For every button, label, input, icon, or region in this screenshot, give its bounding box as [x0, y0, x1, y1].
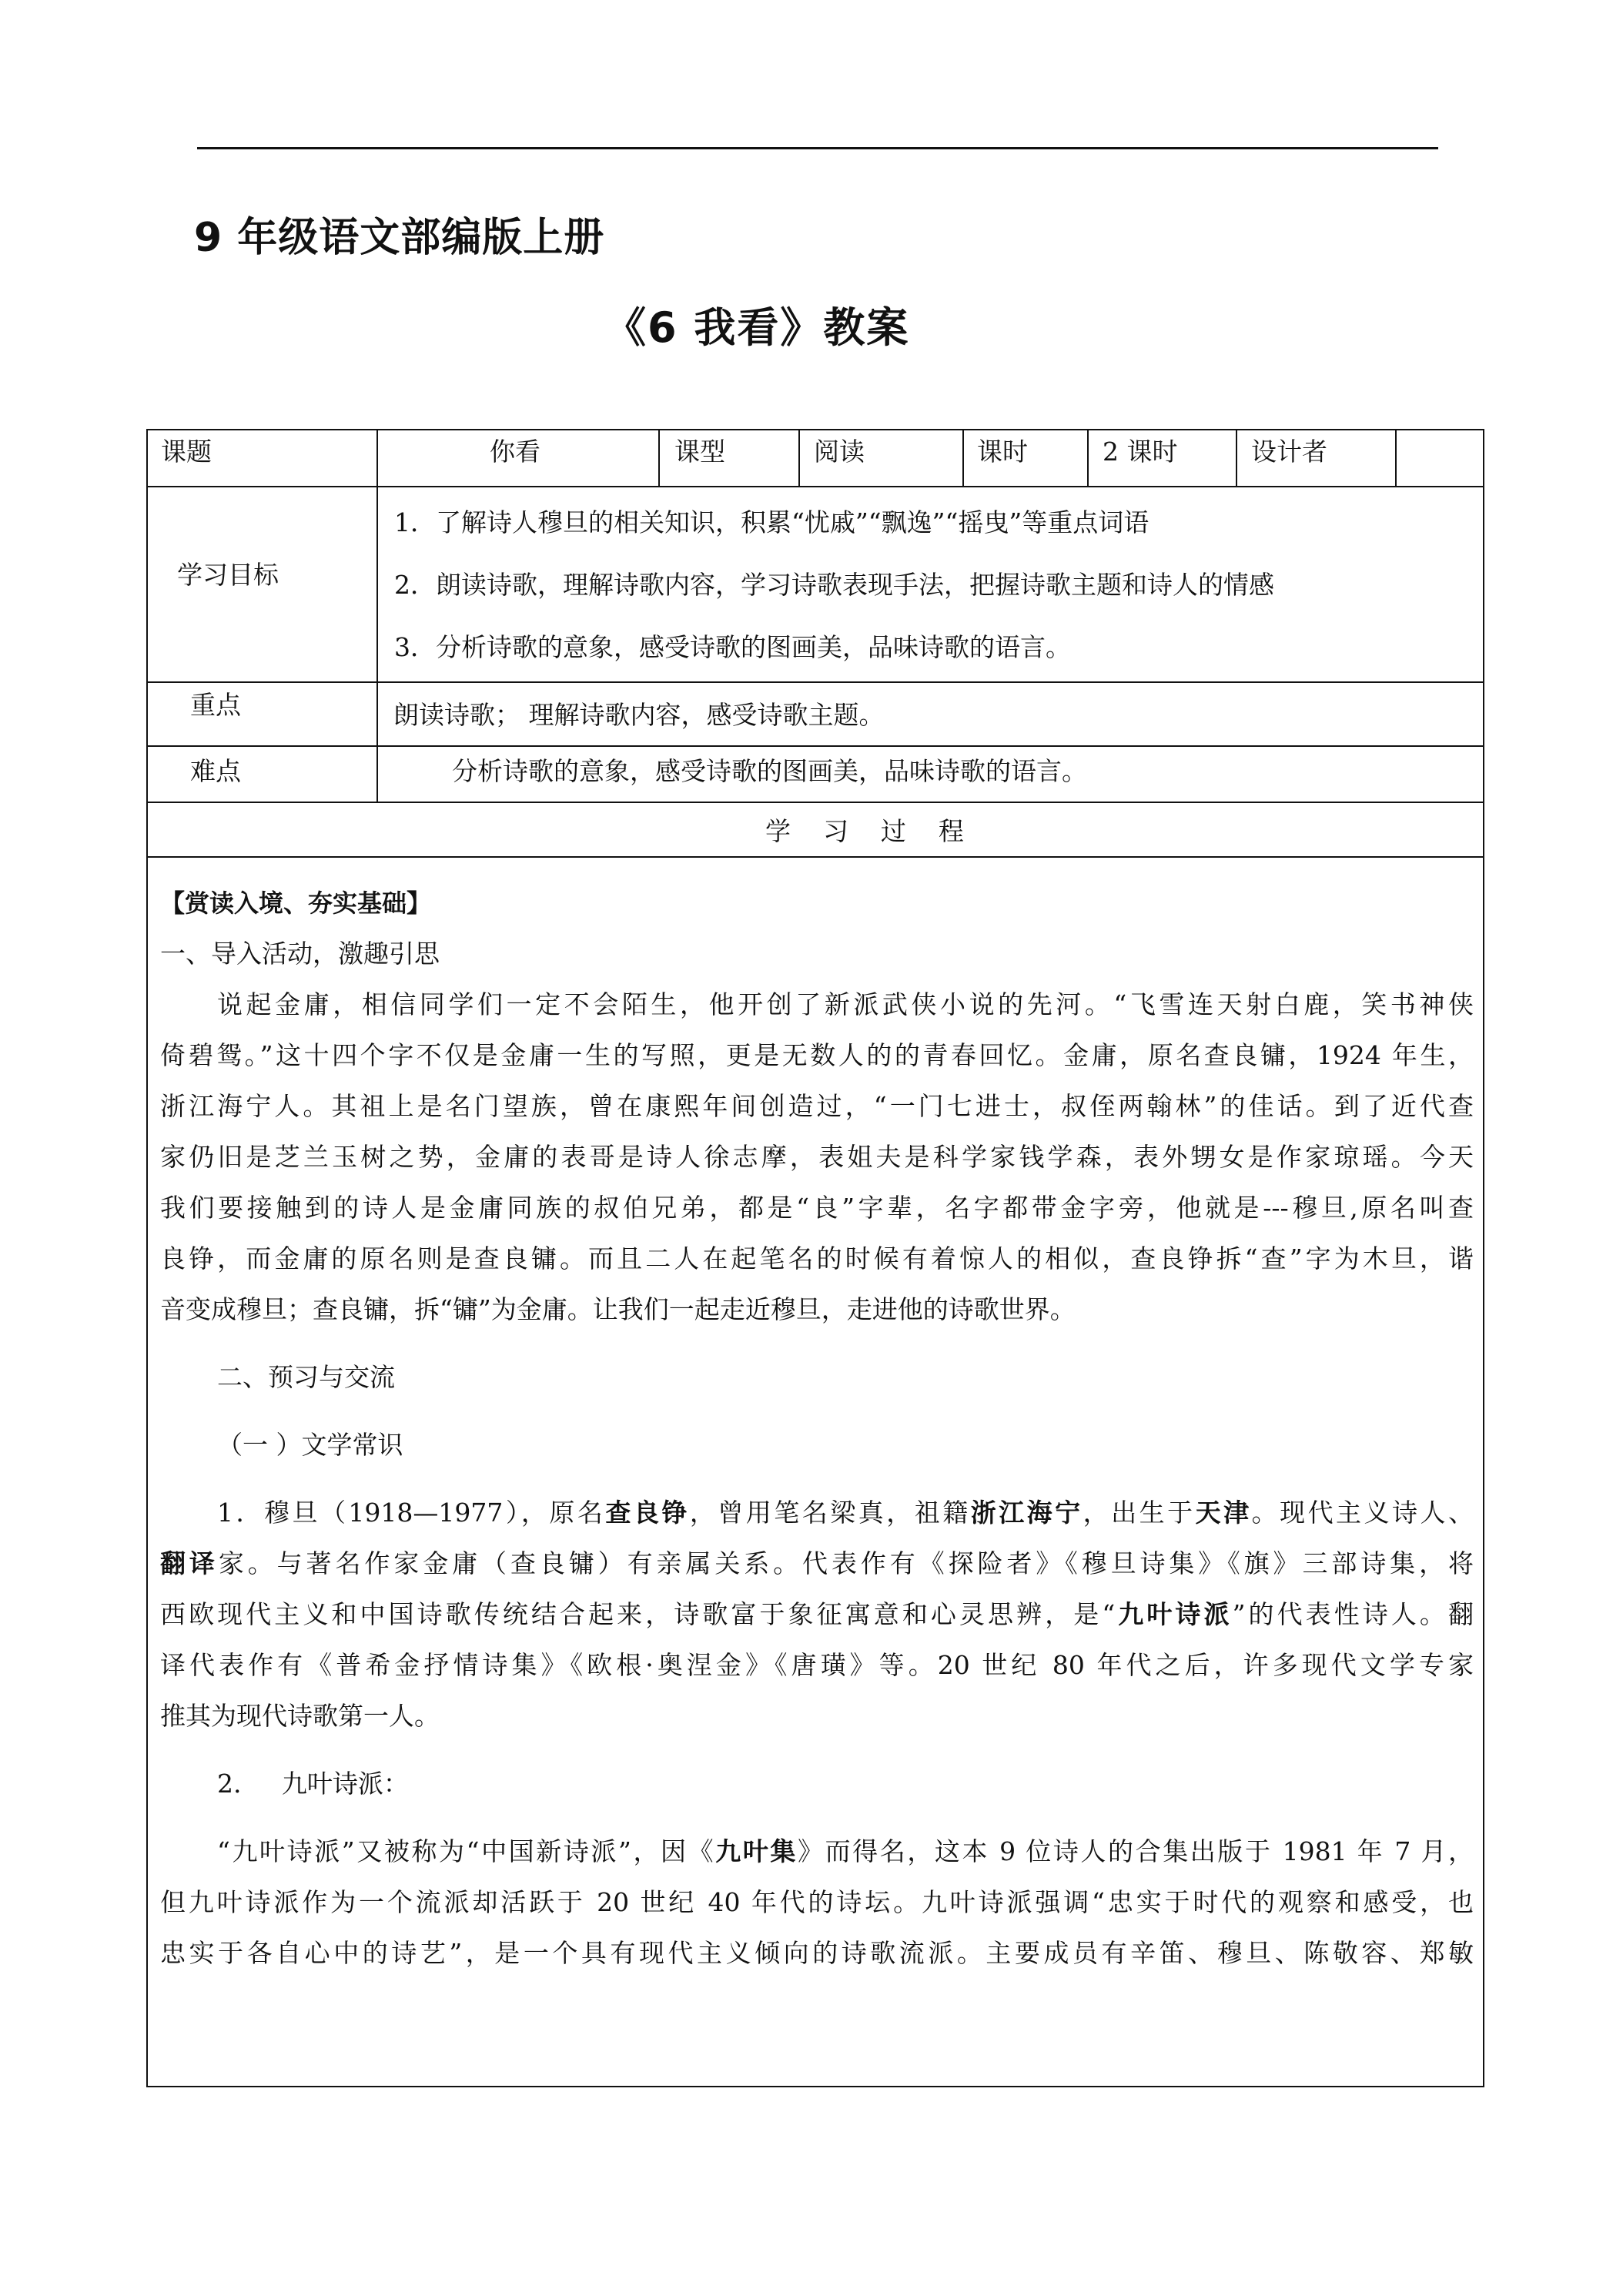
- difficulties-label: 难点: [190, 756, 241, 786]
- document-subtitle: 《6 我看》教案: [604, 303, 910, 352]
- objective-item: 3．分析诗歌的意象，感受诗歌的图画美，品味诗歌的语言。: [394, 632, 1071, 662]
- part2-heading: 二、预习与交流: [217, 1362, 395, 1392]
- muda-line: 译代表作有《普希金抒情诗集》《欧根·奥涅金》《唐璜》等。20 世纪 80 年代之后，许多现代文学专家: [160, 1650, 1474, 1680]
- table-row-divider: [146, 856, 1484, 858]
- designer-label: 设计者: [1251, 437, 1327, 467]
- table-row-divider: [146, 681, 1484, 683]
- table-column-divider: [658, 429, 660, 486]
- intro-line: 浙江海宁人。其祖上是名门望族，曾在康熙年间创造过，“一门七进士，叔侄两翰林”的佳话。到了近代查: [160, 1091, 1474, 1121]
- learning-process-header: 学 习 过 程: [765, 816, 964, 846]
- table-row-divider: [146, 486, 1484, 487]
- table-column-divider: [1087, 429, 1089, 486]
- table-column-divider: [1236, 429, 1237, 486]
- type-label: 课型: [674, 437, 725, 467]
- sub2-heading: 2. 九叶诗派：: [217, 1769, 409, 1799]
- sub1-heading: （一 ）文学常识: [217, 1430, 403, 1460]
- part1-heading: 一、导入活动，激趣引思: [160, 939, 440, 969]
- jiuye-line: 忠实于各自心中的诗艺”，是一个具有现代主义倾向的诗歌流派。主要成员有辛笛、穆旦、陈敬容、郑敏: [160, 1938, 1474, 1968]
- hours-label: 课时: [977, 437, 1028, 467]
- difficulties-text: 分析诗歌的意象，感受诗歌的图画美，品味诗歌的语言。: [452, 756, 1087, 786]
- intro-line: 家仍旧是芝兰玉树之势，金庸的表哥是诗人徐志摩，表姐夫是科学家钱学森，表外甥女是作家琼瑶。今天: [160, 1142, 1474, 1172]
- intro-line: 良铮，而金庸的原名则是查良镛。而且二人在起笔名的时候有着惊人的相似，查良铮拆“查”字为木旦，谐: [160, 1243, 1474, 1274]
- objectives-label: 学习目标: [177, 560, 279, 590]
- header-rule: [197, 147, 1438, 149]
- table-column-divider: [1395, 429, 1397, 486]
- table-row-divider: [146, 745, 1484, 747]
- lesson-body: [160, 878, 1474, 1979]
- muda-line: 翻译家。与著名作家金庸（查良镛）有亲属关系。代表作有《探险者》《穆旦诗集》《旗》三部诗集，将: [160, 1548, 1474, 1578]
- intro-line: 倚碧鸳。”这十四个字不仅是金庸一生的写照，更是无数人的的青春回忆。金庸，原名查良镛，1924 年生，: [160, 1040, 1474, 1070]
- key-points-text: 朗读诗歌； 理解诗歌内容，感受诗歌主题。: [393, 700, 885, 730]
- document-title: 9 年级语文部编版上册: [194, 215, 605, 261]
- jiuye-line: 但九叶诗派作为一个流派却活跃于 20 世纪 40 年代的诗坛。九叶诗派强调“忠实于时代的观察和感受，也: [160, 1887, 1474, 1917]
- objective-item: 1．了解诗人穆旦的相关知识，积累“忧戚”“飘逸”“摇曳”等重点词语: [394, 507, 1149, 537]
- muda-line: 西欧现代主义和中国诗歌传统结合起来，诗歌富于象征寓意和心灵思辨，是“九叶诗派”的代表性诗人。翻: [160, 1599, 1474, 1629]
- intro-line: 说起金庸，相信同学们一定不会陌生，他开创了新派武侠小说的先河。“飞雪连天射白鹿，笑书神侠: [217, 989, 1474, 1019]
- hours-value: 2 课时: [1103, 437, 1178, 467]
- objective-item: 2．朗读诗歌，理解诗歌内容，学习诗歌表现手法，把握诗歌主题和诗人的情感: [394, 570, 1274, 600]
- muda-line: 1．穆旦（1918—1977），原名查良铮，曾用笔名梁真，祖籍浙江海宁，出生于天津。现代主义诗人、: [217, 1498, 1474, 1528]
- section-heading: 【赏读入境、夯实基础】: [160, 889, 432, 918]
- muda-line: 推其为现代诗歌第一人。: [160, 1701, 440, 1731]
- table-column-divider: [798, 429, 800, 486]
- intro-line: 音变成穆旦；查良镛，拆“镛”为金庸。让我们一起走近穆旦，走进他的诗歌世界。: [160, 1294, 1076, 1324]
- key-points-label: 重点: [190, 690, 241, 720]
- type-value: 阅读: [814, 437, 865, 467]
- jiuye-line: “九叶诗派”又被称为“中国新诗派”，因《九叶集》而得名，这本 9 位诗人的合集出版于 1981 年 7 月，: [217, 1836, 1474, 1866]
- topic-value: 你看: [490, 437, 540, 467]
- intro-line: 我们要接触到的诗人是金庸同族的叔伯兄弟，都是“良”字辈，名字都带金字旁，他就是---穆旦,原名叫查: [160, 1193, 1474, 1223]
- table-column-divider: [962, 429, 964, 486]
- topic-label: 课题: [161, 437, 212, 467]
- table-row-divider: [146, 802, 1484, 803]
- table-column-divider: [376, 429, 378, 802]
